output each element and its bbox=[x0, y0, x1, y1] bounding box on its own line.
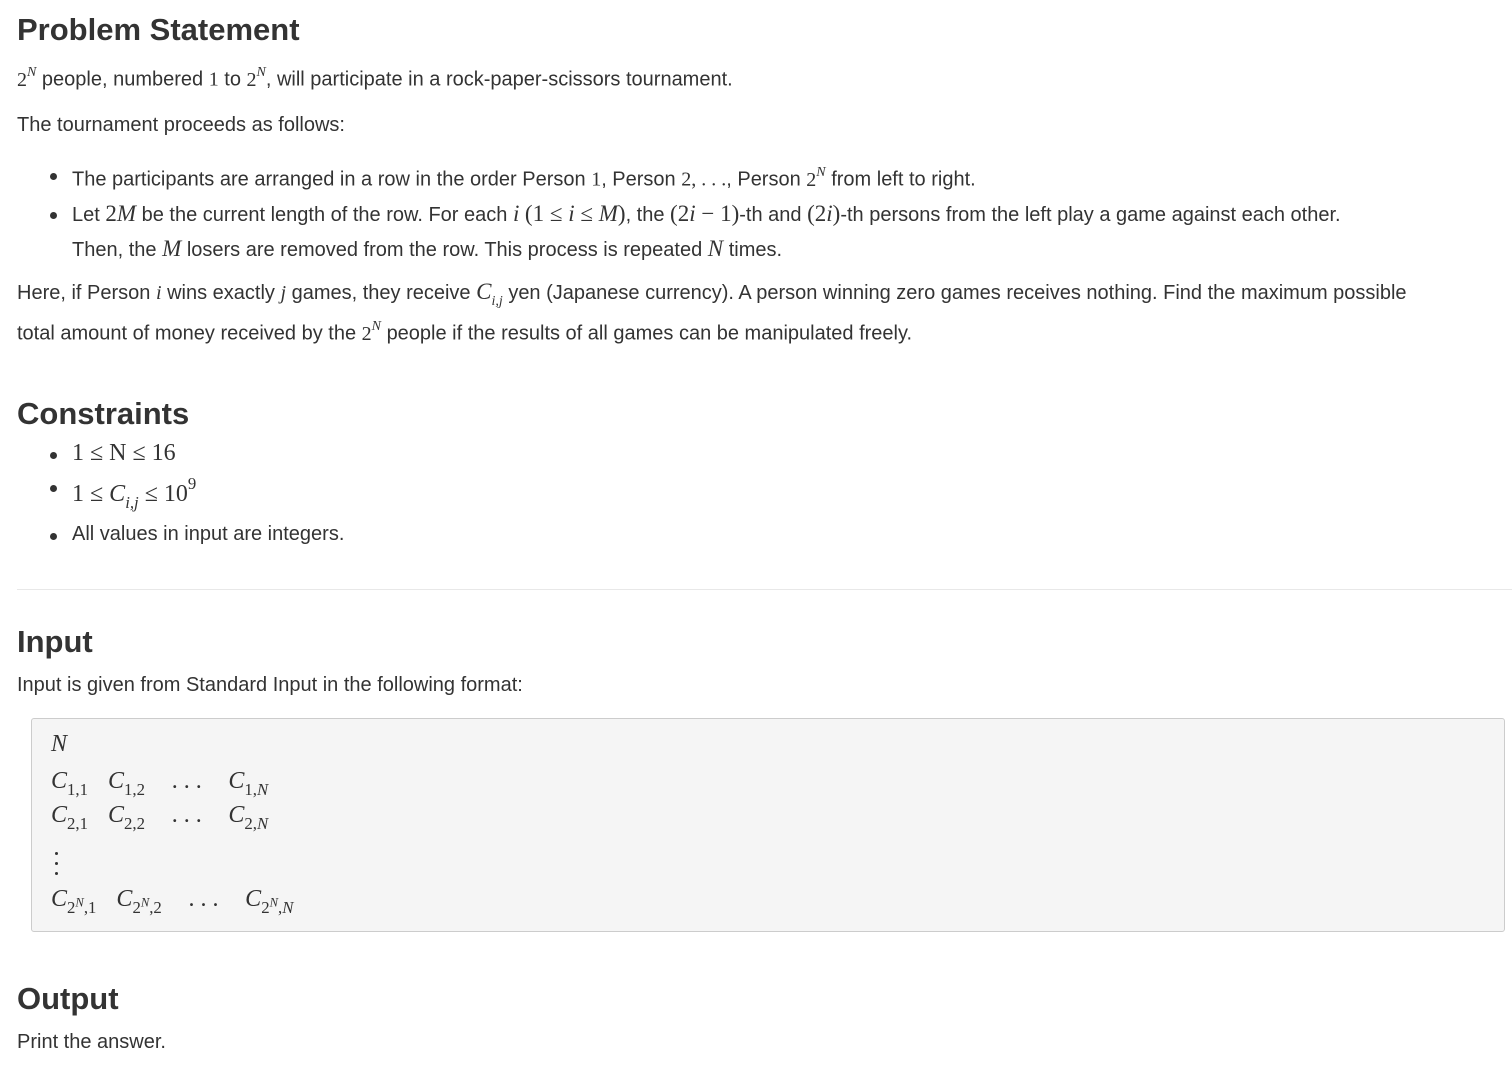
input-heading: Input bbox=[17, 624, 93, 659]
input-description: Input is given from Standard Input in the following format: bbox=[17, 674, 523, 696]
format-line-row2: $C_{2,1}$ $C_{2,2}$ . . . $C_{2,N}$ bbox=[51, 802, 269, 833]
vertical-ellipsis-icon bbox=[55, 852, 58, 882]
bullet-icon bbox=[50, 212, 57, 219]
bullet-icon bbox=[50, 173, 57, 180]
format-line-last: $C_{2^N,1}$ $C_{2^N,2}$ . . . $C_{2^N,N}$ bbox=[51, 886, 294, 917]
problem-statement-heading: Problem Statement bbox=[17, 12, 300, 47]
bullet-icon bbox=[50, 452, 57, 459]
list-item: Let 2M be the current length of the row. For each i (1 ≤ i ≤ M), the (2i − 1)-th and (2i)-th persons from the left play a game against each other. bbox=[17, 197, 1341, 232]
constraints-list bbox=[17, 437, 344, 551]
list-item: $1 \le C_{i,j} \le 10^9$ bbox=[17, 470, 344, 518]
input-format-block bbox=[31, 718, 1505, 932]
output-description: Print the answer. bbox=[17, 1031, 166, 1053]
output-heading: Output bbox=[17, 981, 119, 1016]
list-item: All values in input are integers. bbox=[17, 518, 344, 551]
statement-paragraph-2: The tournament proceeds as follows: bbox=[17, 114, 345, 136]
list-item-continuation: Then, the M losers are removed from the row. This process is repeated N times. bbox=[72, 235, 783, 261]
constraints-heading: Constraints bbox=[17, 396, 190, 431]
section-divider bbox=[17, 589, 1512, 590]
list-item: The participants are arranged in a row in the order Person 1, Person 2, . . ., Person $2^N$ from left to right. bbox=[17, 158, 1341, 197]
format-line-n: N bbox=[51, 731, 68, 757]
statement-paragraph-3: Here, if Person i wins exactly j games, they receive $C_{i,j}$ yen (Japanese currency). A person winning zero games receives nothing. Find the maximum possible bbox=[17, 279, 1407, 309]
procedure-list bbox=[17, 158, 1341, 267]
statement-paragraph-1: $2^N$ people, numbered 1 to $2^N$, will participate in a rock-paper-scissors tournament. bbox=[17, 64, 733, 91]
list-item: 1 ≤ N ≤ 16 bbox=[17, 437, 344, 470]
bullet-icon bbox=[50, 485, 57, 492]
format-line-row1: $C_{1,1}$ $C_{1,2}$ . . . $C_{1,N}$ bbox=[51, 768, 269, 799]
statement-paragraph-3-cont: total amount of money received by the $2^N$ people if the results of all games can be manipulated freely. bbox=[17, 318, 913, 345]
bullet-icon bbox=[50, 533, 57, 540]
